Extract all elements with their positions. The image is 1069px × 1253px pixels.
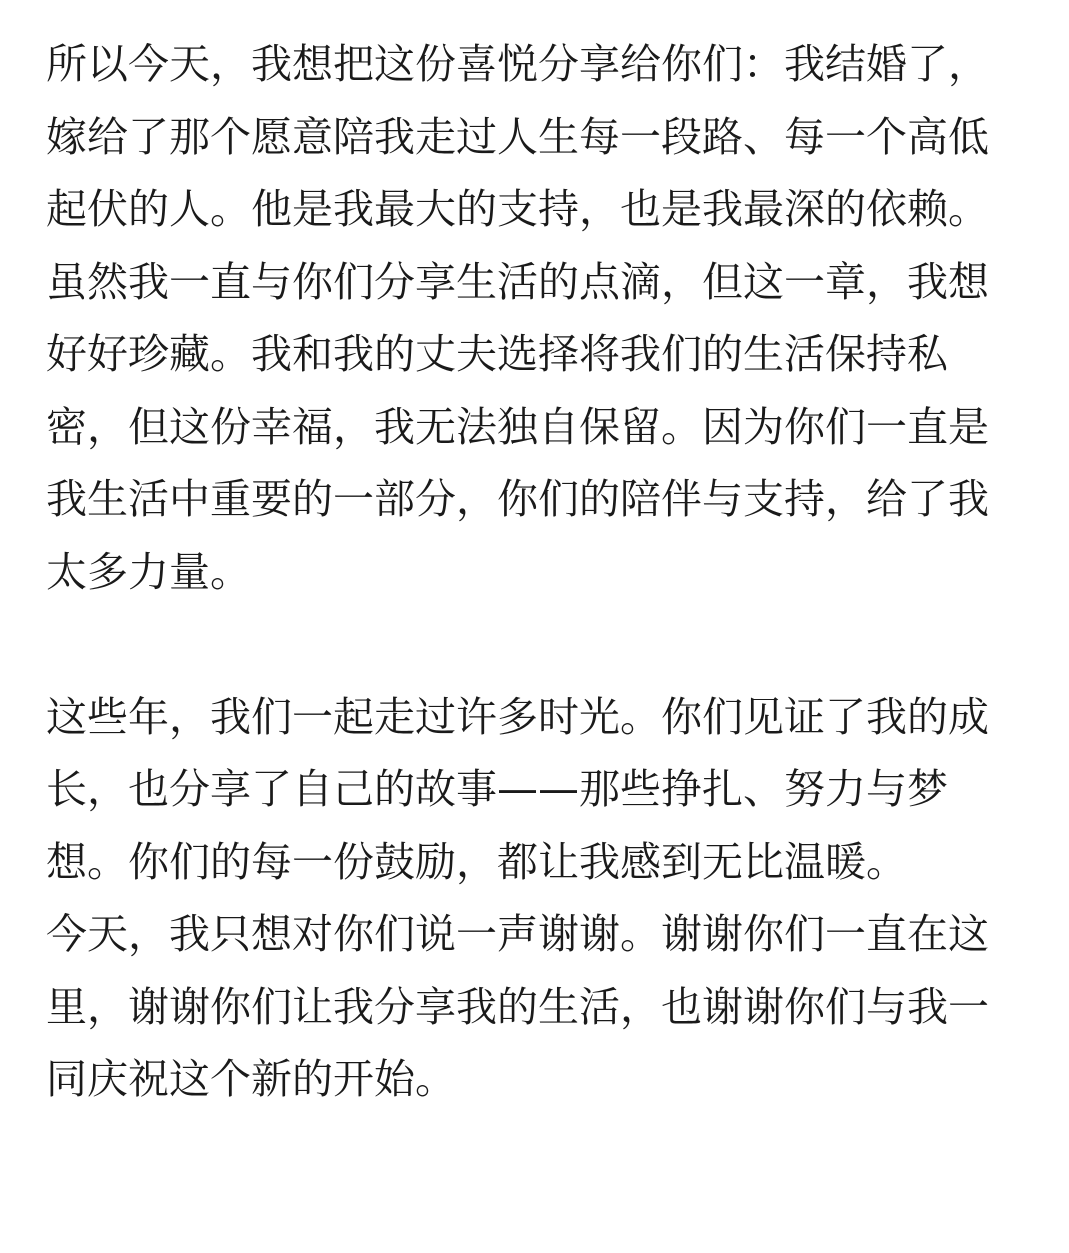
paragraph-wedding-announcement: 所以今天，我想把这份喜悦分享给你们：我结婚了，嫁给了那个愿意陪我走过人生每一段路、每一个高低起伏的人。他是我最大的支持，也是我最深的依赖。 — [46, 40, 989, 233]
post-body — [46, 28, 1021, 1116]
paragraph-thanks: 今天，我只想对你们说一声谢谢。谢谢你们一直在这里，谢谢你们让我分享我的生活，也谢谢你们与我一同庆祝这个新的开始。 — [46, 910, 989, 1103]
paragraph-spacer — [46, 608, 1021, 681]
paragraph-years-together: 这些年，我们一起走过许多时光。你们见证了我的成长，也分享了自己的故事——那些挣扎、努力与梦想。你们的每一份鼓励，都让我感到无比温暖。 — [46, 692, 989, 886]
paragraph-private-life: 虽然我一直与你们分享生活的点滴，但这一章，我想好好珍藏。我和我的丈夫选择将我们的生活保持私密，但这份幸福，我无法独自保留。因为你们一直是我生活中重要的一部分，你们的陪伴与支持，给了我太多力量。 — [46, 257, 989, 596]
